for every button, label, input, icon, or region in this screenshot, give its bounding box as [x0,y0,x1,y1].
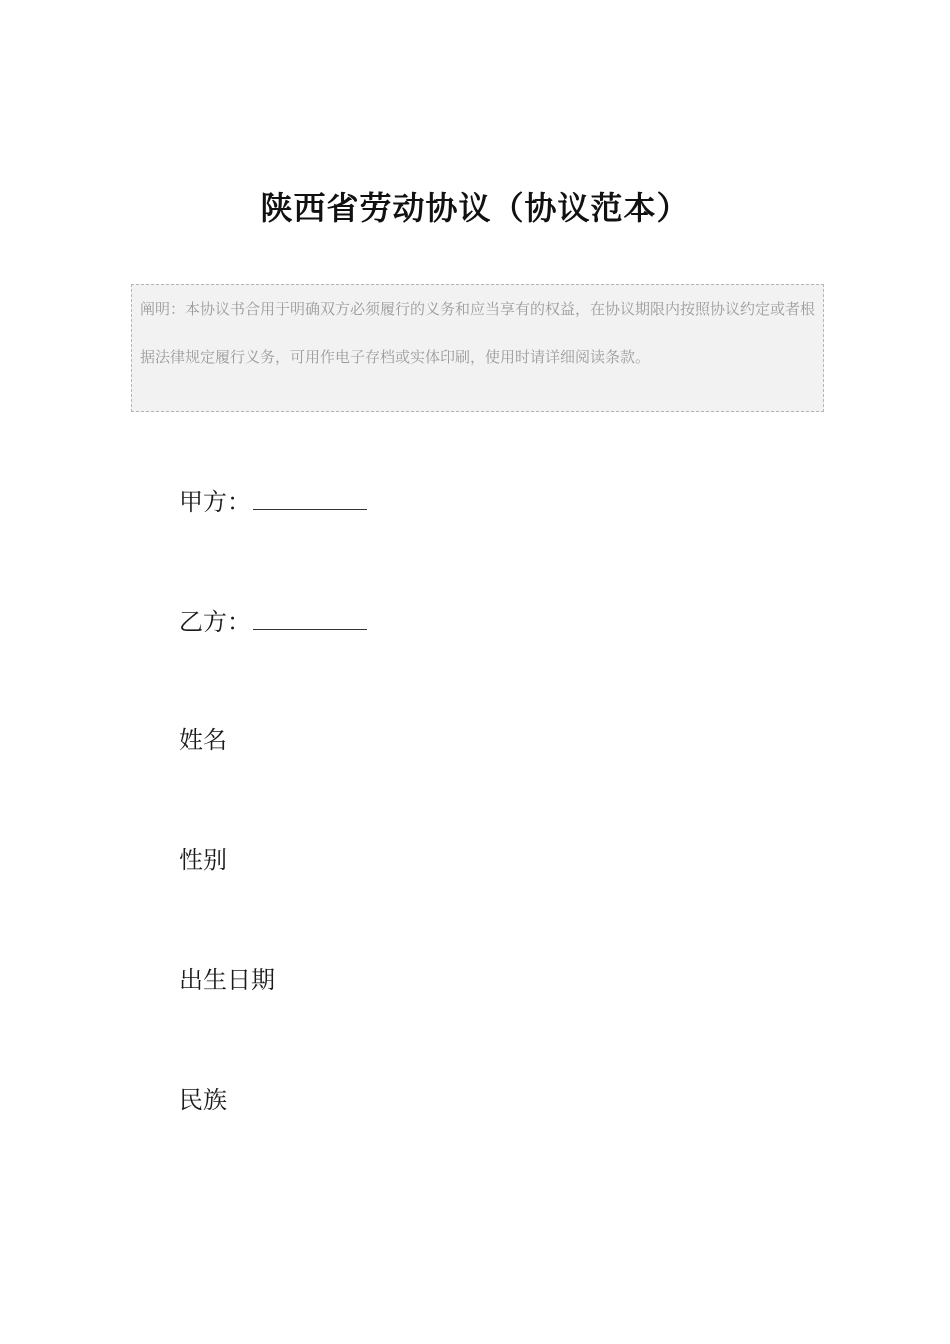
name-label: 姓名 [179,726,227,754]
party-a-field [179,484,367,520]
notice-text: 阐明：本协议书合用于明确双方必须履行的义务和应当享有的权益，在协议期限内按照协议约定或者根据法律规定履行义务，可用作电子存档或实体印刷，使用时请详细阅读条款。 [140,300,816,366]
gender-field [179,842,227,878]
notice-box [131,284,824,412]
party-b-blank-line [253,605,367,630]
party-b-label: 乙方： [179,608,251,636]
birth-date-field [179,962,275,998]
gender-label: 性别 [179,846,227,874]
party-b-field [179,604,367,640]
party-a-label: 甲方： [179,488,251,516]
party-a-blank-line [253,485,367,510]
birth-date-label: 出生日期 [179,966,275,994]
document-title: 陕西省劳动协议（协议范本） [260,189,690,227]
ethnicity-field [179,1082,227,1118]
ethnicity-label: 民族 [179,1086,227,1114]
name-field [179,722,227,758]
